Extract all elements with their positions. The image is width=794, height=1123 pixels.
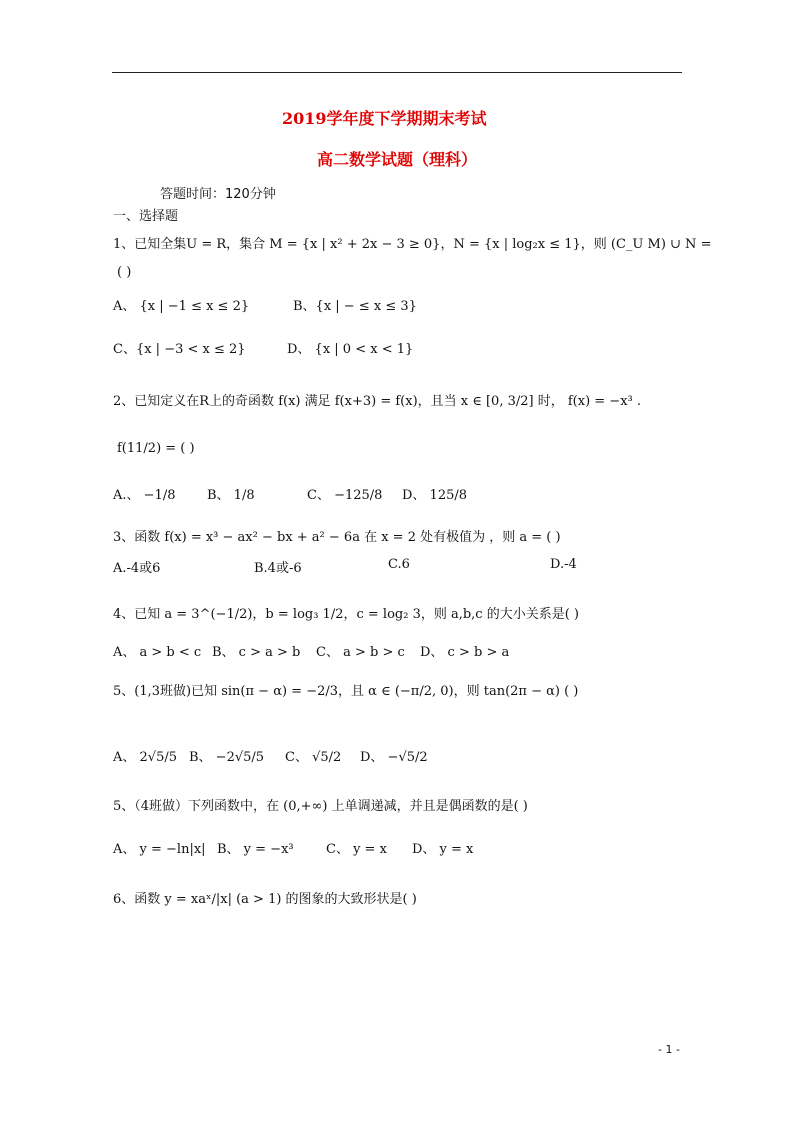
- question-1: 1、已知全集U = R，集合 M = {x | x² + 2x − 3 ≥ 0}，N = {x | log₂x ≤ 1}，则 (C_U M) ∪ N =: [113, 237, 712, 252]
- q2-option-a: A.、 −1/8: [113, 488, 176, 503]
- question-5a: 5、(1,3班做)已知 sin(π − α) = −2/3，且 α ∈ (−π/2, 0)，则 tan(2π − α) ( ): [113, 684, 579, 699]
- q2-option-b: B、 1/8: [207, 488, 255, 503]
- q4-option-b: B、 c > a > b: [212, 645, 301, 660]
- header-rule: [112, 72, 682, 73]
- question-2: 2、已知定义在R上的奇函数 f(x) 满足 f(x+3) = f(x)，且当 x ∈ [0, 3/2] 时， f(x) = −x³ .: [113, 394, 641, 409]
- q2-option-c: C、 −125/8: [307, 488, 383, 503]
- question-2-line2: f(11/2) = ( ): [117, 441, 195, 456]
- q1-option-b: B、{x | − ≤ x ≤ 3}: [293, 299, 417, 314]
- question-3: 3、函数 f(x) = x³ − ax² − bx + a² − 6a 在 x = 2 处有极值为 ，则 a = ( ): [113, 530, 561, 545]
- section-heading: 一、选择题: [113, 209, 179, 224]
- q3-option-b: B.4或-6: [254, 561, 302, 576]
- exam-time: 答题时间：120分钟: [160, 187, 276, 202]
- q5a-option-d: D、 −√5/2: [360, 750, 428, 765]
- q3-option-d: D.-4: [550, 557, 577, 572]
- question-4: 4、已知 a = 3^(−1/2)，b = log₃ 1/2，c = log₂ 3，则 a,b,c 的大小关系是( ): [113, 607, 580, 622]
- question-5b: 5、（4班做）下列函数中，在 (0,+∞) 上单调递减，并且是偶函数的是( ): [113, 799, 528, 814]
- q3-option-a: A.-4或6: [113, 561, 161, 576]
- q5a-option-b: B、 −2√5/5: [189, 750, 265, 765]
- question-1-blank: ( ): [117, 265, 132, 280]
- exam-subtitle: 高二数学试题（理科）: [317, 150, 478, 169]
- q1-option-d: D、 {x | 0 < x < 1}: [287, 342, 414, 357]
- q5b-option-b: B、 y = −x³: [217, 842, 294, 857]
- q5b-option-a: A、 y = −ln|x|: [113, 842, 206, 857]
- q4-option-c: C、 a > b > c: [316, 645, 405, 660]
- q5b-option-c: C、 y = x: [326, 842, 387, 857]
- q1-option-a: A、 {x | −1 ≤ x ≤ 2}: [113, 299, 250, 314]
- q5a-option-a: A、 2√5/5: [113, 750, 177, 765]
- question-6: 6、函数 y = xaˣ/|x| (a > 1) 的图象的大致形状是( ): [113, 892, 417, 907]
- q2-option-d: D、 125/8: [402, 488, 468, 503]
- q1-option-c: C、{x | −3 < x ≤ 2}: [113, 342, 246, 357]
- exam-title: 2019学年度下学期期末考试: [282, 109, 487, 128]
- q3-option-c: C.6: [388, 557, 410, 572]
- page-number: - 1 -: [658, 1043, 680, 1056]
- q4-option-a: A、 a > b < c: [113, 645, 202, 660]
- q4-option-d: D、 c > b > a: [420, 645, 510, 660]
- q5a-option-c: C、 √5/2: [285, 750, 342, 765]
- q5b-option-d: D、 y = x: [412, 842, 474, 857]
